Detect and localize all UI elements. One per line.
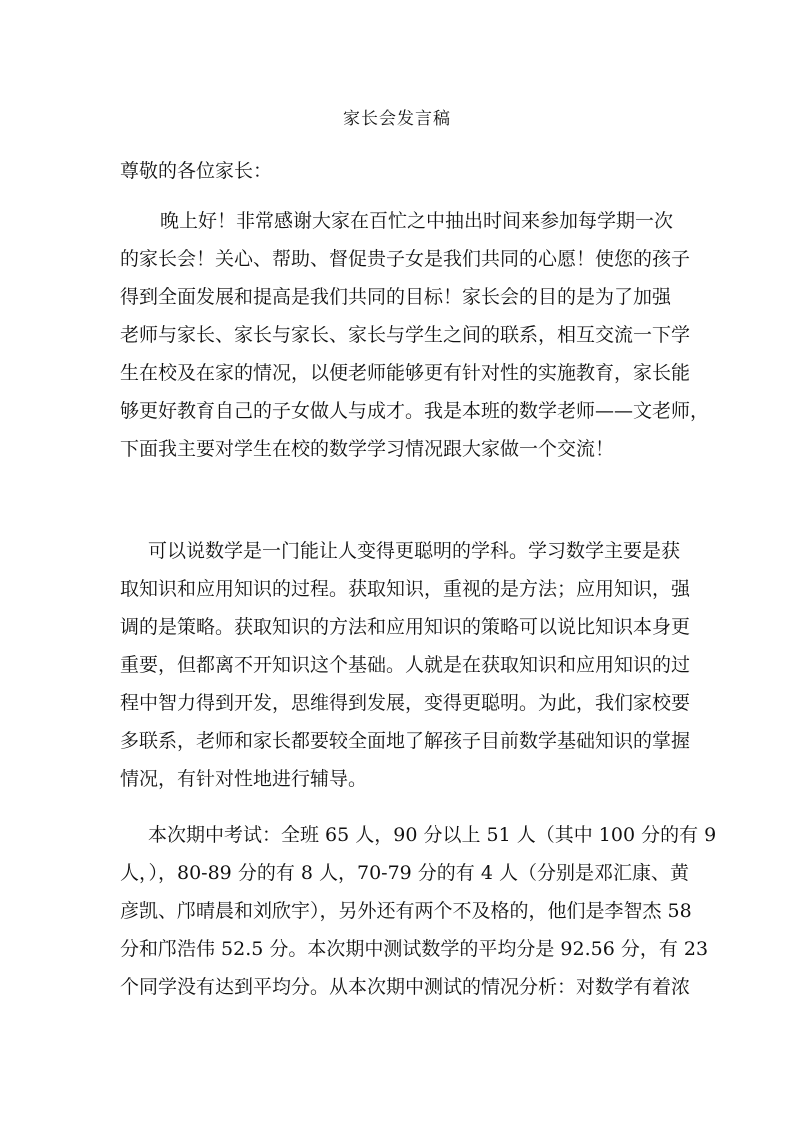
paragraph-greeting xyxy=(120,202,710,468)
paragraph-exam-results xyxy=(120,816,717,1006)
paragraph-line: 老师与家长、家长与家长、家长与学生之间的联系，相互交流一下学 xyxy=(120,324,691,346)
salutation: 尊敬的各位家长： xyxy=(120,160,273,182)
paragraph-line: 彦凯、邝晴晨和刘欣宇），另外还有两个不及格的，他们是李智杰 58 xyxy=(120,900,692,922)
paragraph-line: 生在校及在家的情况，以便老师能够更有针对性的实施教育，家长能 xyxy=(120,362,691,384)
paragraph-line: 调的是策略。获取知识的方法和应用知识的策略可以说比知识本身更 xyxy=(120,616,691,638)
paragraph-line: 下面我主要对学生在校的数学学习情况跟大家做一个交流！ xyxy=(120,438,615,460)
paragraph-line: 本次期中考试：全班 65 人，90 分以上 51 人（其中 100 分的有 9 xyxy=(148,824,717,846)
paragraph-line: 晚上好！非常感谢大家在百忙之中抽出时间来参加每学期一次 xyxy=(160,210,674,232)
paragraph-line: 多联系，老师和家长都要较全面地了解孩子目前数学基础知识的掌握 xyxy=(120,730,691,752)
paragraph-line: 程中智力得到开发，思维得到发展，变得更聪明。为此，我们家校要 xyxy=(120,692,691,714)
document-title: 家长会发言稿 xyxy=(343,109,451,129)
paragraph-line: 的家长会！关心、帮助、督促贵子女是我们共同的心愿！使您的孩子 xyxy=(120,248,691,270)
paragraph-line: 取知识和应用知识的过程。获取知识，重视的是方法；应用知识，强 xyxy=(120,578,691,600)
paragraph-line: 够更好教育自己的子女做人与成才。我是本班的数学老师——文老师， xyxy=(120,400,710,422)
paragraph-line: 得到全面发展和提高是我们共同的目标！家长会的目的是为了加强 xyxy=(120,286,672,308)
paragraph-line: 情况，有针对性地进行辅导。 xyxy=(120,768,368,790)
paragraph-math-subject xyxy=(120,532,691,798)
paragraph-line: 分和邝浩伟 52.5 分。本次期中测试数学的平均分是 92.56 分，有 23 xyxy=(120,938,709,960)
paragraph-line: 个同学没有达到平均分。从本次期中测试的情况分析：对数学有着浓 xyxy=(120,976,691,998)
paragraph-line: 可以说数学是一门能让人变得更聪明的学科。学习数学主要是获 xyxy=(148,540,681,562)
paragraph-line: 人，），80-89 分的有 8 人，70-79 分的有 4 人（分别是邓汇康、黄 xyxy=(120,862,689,884)
paragraph-line: 重要，但都离不开知识这个基础。人就是在获取知识和应用知识的过 xyxy=(120,654,691,676)
